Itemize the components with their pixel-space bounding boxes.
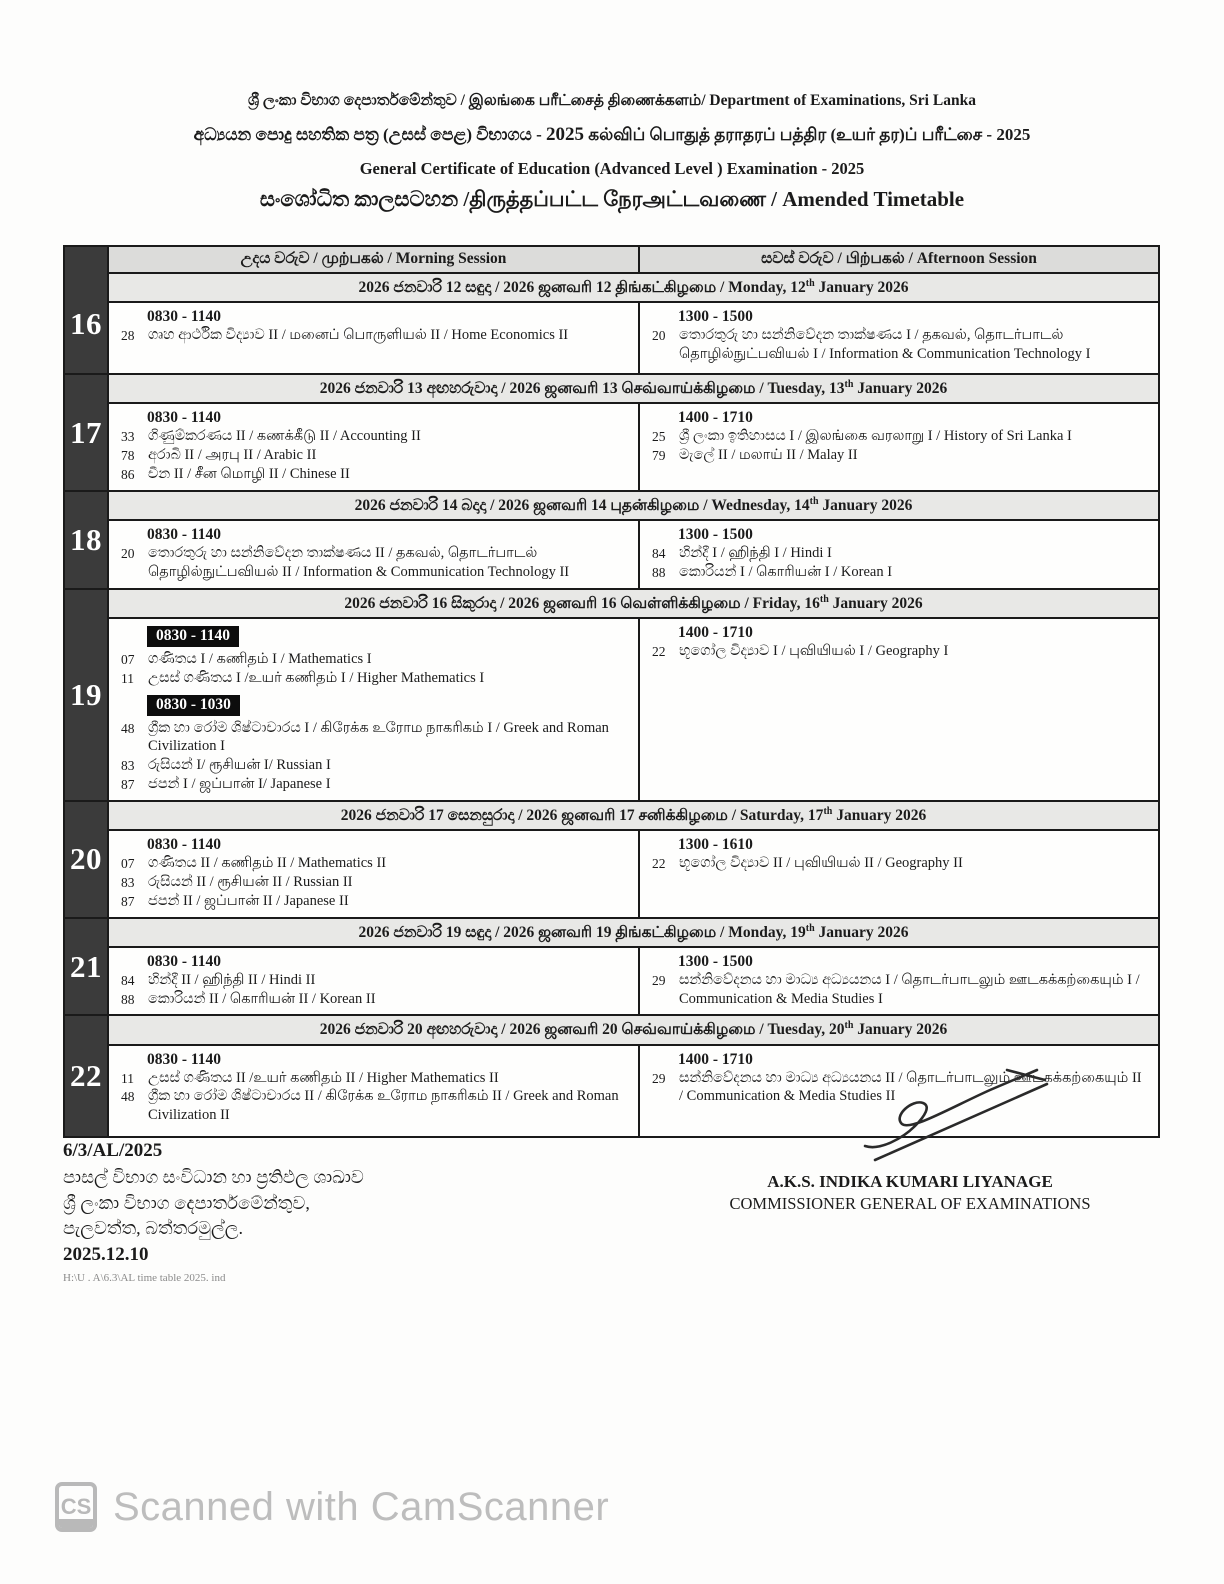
- date-post: January 2026: [814, 279, 909, 297]
- date-post: January 2026: [828, 594, 923, 612]
- subject-code: 22: [652, 856, 666, 872]
- afternoon-cell: [640, 404, 1158, 490]
- subject-row: [121, 1069, 632, 1088]
- subject-list: [652, 642, 1152, 661]
- date-pre: 2026 ජනවාරි 20 අඟහරුවාදා / 2026 ஜனவரி 20 செவ்வாய்க்கிழமை / Tuesday, 20: [319, 1021, 845, 1039]
- subject-code: 87: [121, 893, 135, 909]
- date-sup: th: [844, 1020, 854, 1032]
- subject-row: [652, 427, 1152, 446]
- date-post: January 2026: [832, 807, 927, 825]
- exam-title-sinhala: අධ්‍යයන පොදු සහතික පත්‍ර (උසස් පෙළ) විභාගය -: [193, 125, 546, 144]
- session-time: 0830 - 1140: [147, 626, 239, 647]
- session-time: 1400 - 1710: [678, 623, 753, 641]
- day-content: [109, 590, 1158, 800]
- afternoon-cell: [640, 619, 1158, 800]
- session-time: 1300 - 1500: [678, 308, 753, 326]
- morning-cell: [109, 303, 640, 373]
- subject-code: 48: [121, 720, 135, 736]
- subject-row: [121, 427, 632, 446]
- camscanner-watermark: [55, 1482, 609, 1532]
- subject-title: හින්දී II / ஹிந்தி II / Hindi II: [148, 971, 316, 988]
- subject-row: [121, 756, 632, 775]
- session-time: 0830 - 1140: [147, 409, 222, 427]
- subject-code: 79: [652, 448, 666, 464]
- subject-list: [121, 544, 632, 582]
- branch-name: පාසල් විභාග සංවිධාන හා ප්‍රතිඵල ශාඛාව: [63, 1166, 364, 1187]
- subject-code: 11: [121, 1070, 134, 1086]
- subject-title: තොරතුරු හා සන්නිවේදන තාක්ෂණය I / தகவல், தொடர்பாடல் தொழில்நுட்பவியல் I / Information & Communication Technology I: [679, 327, 1091, 362]
- subject-row: [652, 446, 1152, 465]
- address-line: පැලවත්ත, බත්තරමුල්ල.: [63, 1218, 243, 1239]
- subject-title: ගණිතය II / கணிதம் II / Mathematics II: [148, 855, 387, 872]
- issue-date: 2025.12.10: [63, 1243, 149, 1265]
- signature-icon: [745, 1068, 1075, 1168]
- subject-row: [121, 854, 632, 873]
- subject-row: [121, 650, 632, 669]
- date-pre: 2026 ජනවාරි 16 සිකුරාදා / 2026 ஜனவரி 16 வெள்ளிக்கிழமை / Friday, 16: [344, 594, 820, 612]
- morning-cell: [109, 521, 640, 588]
- exam-title-english: General Certificate of Education (Advanced Level ) Examination - 2025: [359, 159, 865, 178]
- exam-year: 2025: [546, 124, 584, 145]
- day-number-cell: [65, 802, 109, 917]
- subject-code: 88: [652, 564, 666, 580]
- subject-code: 07: [121, 651, 135, 667]
- day-number-cell: [65, 375, 109, 490]
- session-time: 0830 - 1140: [147, 952, 222, 970]
- subject-title: කොරියන් II / கொரியன் II / Korean II: [148, 990, 376, 1007]
- date-sup: th: [805, 278, 815, 289]
- session-time: 0830 - 1140: [147, 308, 222, 326]
- department-name: ශ්‍රී ලංකා විභාග දෙපාර්තමේන්තුව / இலங்கை பரீட்சைத் திணைக்களம்/ Department of Examinations, Sri Lanka: [248, 92, 976, 109]
- camscanner-badge-letters: CS: [60, 1494, 92, 1519]
- session-time: 1400 - 1710: [678, 1050, 753, 1068]
- day-number: 16: [70, 305, 102, 341]
- sessions-row: [109, 404, 1158, 490]
- afternoon-session-header: සවස් වරුව / பிற்பகல் / Afternoon Session: [640, 247, 1158, 274]
- subject-code: 87: [121, 777, 135, 793]
- sessions-row: [109, 831, 1158, 917]
- subject-code: 78: [121, 448, 135, 464]
- subject-list: [652, 971, 1152, 1009]
- timetable: [63, 245, 1160, 1138]
- subject-title: ගණිතය I / கணிதம் I / Mathematics I: [148, 650, 372, 667]
- subject-title: උසස් ගණිතය I /உயர் கணிதம் I / Higher Mathematics I: [148, 669, 485, 686]
- session-time: 1300 - 1610: [678, 836, 753, 854]
- sessions-row: [109, 619, 1158, 800]
- date-band: [109, 802, 1158, 831]
- subject-title: ගිණුම්කරණය II / கணக்கீடு II / Accounting II: [148, 428, 421, 445]
- session-group: [121, 526, 632, 582]
- subject-code: 84: [652, 546, 666, 561]
- day-content: [109, 375, 1158, 490]
- date-sup: th: [823, 805, 833, 817]
- subject-code: 48: [121, 1089, 135, 1105]
- subject-title: තොරතුරු හා සන්නිවේදන තාක්ෂණය II / தகவல், தொடர்பாடல் தொழில்நுட்பவியல் II / Information & Communication Technology II: [148, 545, 570, 580]
- day-number: 20: [70, 841, 102, 877]
- subject-row: [652, 642, 1152, 661]
- subject-title: ජපන් II / ஜப்பான் II / Japanese II: [148, 892, 349, 909]
- day-content: [109, 274, 1158, 373]
- subject-list: [121, 427, 632, 484]
- afternoon-cell: [640, 303, 1158, 373]
- morning-cell: [109, 831, 640, 917]
- day-number: 21: [70, 948, 102, 984]
- timetable-day-row: [65, 375, 1158, 492]
- session-group: [121, 308, 632, 345]
- session-time: 1400 - 1710: [678, 409, 753, 427]
- session-group: [652, 526, 1152, 582]
- subject-code: 33: [121, 429, 135, 445]
- subject-title: සන්නිවේදනය හා මාධ්‍ය අධ්‍යයනය I / தொடர்பாடலும் ஊடகக்கற்கையும் I / Communication & Media Studies I: [679, 971, 1140, 1007]
- afternoon-cell: [640, 831, 1158, 917]
- timetable-day-row: [65, 274, 1158, 375]
- session-time: 0830 - 1140: [147, 526, 222, 543]
- subject-code: 28: [121, 328, 135, 344]
- date-post: January 2026: [853, 1021, 948, 1039]
- session-time: 0830 - 1030: [147, 695, 240, 716]
- day-number: 17: [70, 414, 102, 450]
- subject-title: හින්දී I / ஹிந்தி I / Hindi I: [679, 545, 832, 561]
- subject-row: [121, 775, 632, 794]
- footer-issuer-block: [63, 1138, 364, 1286]
- sessions-row: [109, 948, 1158, 1015]
- subject-code: 29: [652, 972, 666, 988]
- date-sup: th: [809, 495, 819, 507]
- sessions-row: [109, 521, 1158, 588]
- exam-title-tamil: கல்விப் பொதுத் தராதரப் பத்திர (உயர் தர)ப் பரீட்சை - 2025: [584, 125, 1031, 144]
- session-group: [121, 836, 632, 911]
- morning-session-header: උදය වරුව / முற்பகல் / Morning Session: [109, 247, 640, 274]
- amended-timetable-title: සංශෝධිත කාලසටහන /திருத்தப்பட்ட நேரஅட்டவணை / Amended Timetable: [259, 187, 965, 211]
- day-content: [109, 919, 1158, 1015]
- subject-list: [652, 326, 1152, 364]
- subject-row: [121, 326, 632, 345]
- session-group: [652, 953, 1152, 1009]
- subject-code: 88: [121, 991, 135, 1007]
- subject-list: [121, 854, 632, 911]
- subject-code: 07: [121, 856, 135, 872]
- timetable-header-row: [65, 247, 1158, 274]
- session-group: [121, 409, 632, 484]
- date-sup: th: [819, 593, 829, 605]
- subject-title: රුසියන් I/ ரூசியன் I/ Russian I: [148, 757, 331, 774]
- day-content: [109, 802, 1158, 917]
- day-number-cell: [65, 274, 109, 373]
- date-post: January 2026: [814, 923, 909, 941]
- file-path-note: H:\U . A\6.3\AL time table 2025. ind: [63, 1271, 226, 1284]
- subject-code: 20: [652, 328, 666, 344]
- subject-title: අරාබි II / அரபு II / Arabic II: [148, 447, 317, 464]
- date-sup: th: [844, 379, 854, 391]
- subject-code: 83: [121, 874, 135, 890]
- morning-cell: [109, 619, 640, 800]
- camscanner-icon: [55, 1482, 97, 1532]
- date-band: [109, 1016, 1158, 1045]
- session-group: [652, 836, 1152, 873]
- timetable-day-row: [65, 802, 1158, 919]
- subject-row: [121, 669, 632, 688]
- day-number: 19: [70, 676, 102, 712]
- afternoon-cell: [640, 948, 1158, 1015]
- subject-code: 84: [121, 972, 135, 988]
- day-number: 22: [70, 1058, 102, 1094]
- subject-title: රුසියන් II / ரூசியன் II / Russian II: [148, 873, 353, 890]
- subject-row: [121, 971, 632, 990]
- session-group: [121, 1051, 632, 1126]
- subject-list: [121, 1069, 632, 1126]
- timetable-day-row: [65, 492, 1158, 590]
- camscanner-text: Scanned with CamScanner: [113, 1484, 610, 1529]
- subject-title: ග්‍රීක හා රෝම ශිෂ්ටාචාරය II / கிரேக்க உரோம நாகரிகம் II / Greek and Roman Civilization II: [148, 1088, 619, 1124]
- subject-code: 22: [652, 643, 666, 659]
- subject-title: මැලේ II / மலாய் II / Malay II: [679, 447, 858, 464]
- subject-row: [121, 1087, 632, 1125]
- subject-row: [652, 326, 1152, 364]
- subject-title: චීන II / சீன மொழி II / Chinese II: [148, 466, 350, 482]
- signatory-name: A.K.S. INDIKA KUMARI LIYANAGE: [767, 1172, 1053, 1191]
- date-post: January 2026: [853, 380, 948, 398]
- subject-row: [121, 446, 632, 465]
- date-pre: 2026 ජනවාරි 13 අඟහරුවාදා / 2026 ஜனவரி 13 செவ்வாய்க்கிழமை / Tuesday, 13: [319, 380, 845, 398]
- subject-code: 29: [652, 1070, 666, 1086]
- signatory-title: COMMISSIONER GENERAL OF EXAMINATIONS: [729, 1194, 1091, 1213]
- subject-title: උසස් ගණිතය II /உயர் கணிதம் II / Higher Mathematics II: [148, 1069, 499, 1086]
- subject-list: [652, 854, 1152, 873]
- subject-list: [652, 427, 1152, 465]
- day-column-header-spacer: [65, 247, 109, 274]
- day-content: [109, 492, 1158, 588]
- exam-title-trilingual: [0, 124, 1224, 147]
- reference-number: 6/3/AL/2025: [63, 1140, 163, 1161]
- date-pre: 2026 ජනවාරි 14 බදාදා / 2026 ஜனவரி 14 புதன்கிழமை / Wednesday, 14: [354, 497, 810, 514]
- subject-row: [652, 854, 1152, 873]
- morning-cell: [109, 948, 640, 1015]
- subject-row: [121, 873, 632, 892]
- subject-row: [652, 544, 1152, 563]
- subject-title: සන්නිවේදනය හා මාධ්‍ය අධ්‍යයනය II / தொடர்பாடலும் ஊடகக்கற்கையும் II / Communication & Media Studies II: [679, 1069, 1142, 1105]
- session-group: [121, 624, 632, 688]
- subject-row: [121, 892, 632, 911]
- timetable-day-row: [65, 590, 1158, 802]
- date-band: [109, 375, 1158, 404]
- subject-title: ග්‍රීක හා රෝම ශිෂ්ටාචාරය I / கிரேக்க உரோம நாகரிகம் I / Greek and Roman Civilization I: [148, 719, 609, 755]
- subject-code: 20: [121, 546, 135, 561]
- subject-list: [121, 326, 632, 345]
- day-number-cell: [65, 492, 109, 588]
- subject-title: ශ්‍රී ලංකා ඉතිහාසය I / இலங்கை வரலாறு I / History of Sri Lanka I: [679, 428, 1072, 445]
- morning-cell: [109, 404, 640, 490]
- subject-list: [121, 719, 632, 794]
- subject-row: [121, 719, 632, 757]
- subject-row: [121, 465, 632, 484]
- date-band: [109, 919, 1158, 948]
- day-number-cell: [65, 1016, 109, 1135]
- session-time: 1300 - 1500: [678, 526, 753, 543]
- morning-cell: [109, 1046, 640, 1136]
- date-pre: 2026 ජනවාරි 17 සෙනසුරාදා / 2026 ஜனவரி 17 சனிக்கிழமை / Saturday, 17: [340, 807, 824, 825]
- session-group: [121, 693, 632, 794]
- subject-title: ගෘහ ආර්ථික විද්‍යාව II / மனைப் பொருளியல் II / Home Economics II: [148, 327, 569, 344]
- session-time: 1300 - 1500: [678, 952, 753, 970]
- day-number-cell: [65, 590, 109, 800]
- date-pre: 2026 ජනවාරි 19 සඳුදා / 2026 ஜனவரி 19 திங்கட்கிழமை / Monday, 19: [358, 923, 806, 941]
- subject-list: [121, 971, 632, 1009]
- subject-title: කොරියන් I / கொரியன் I / Korean I: [679, 563, 893, 580]
- subject-code: 86: [121, 467, 135, 482]
- sessions-row: [109, 303, 1158, 373]
- session-group: [121, 953, 632, 1009]
- afternoon-cell: [640, 521, 1158, 588]
- subject-row: [652, 563, 1152, 582]
- session-group: [652, 409, 1152, 465]
- date-pre: 2026 ජනවාරි 12 සඳුදා / 2026 ஜனவரி 12 திங்கட்கிழமை / Monday, 12: [358, 279, 806, 297]
- subject-code: 11: [121, 670, 134, 686]
- timetable-days: [65, 274, 1158, 1136]
- day-number-cell: [65, 919, 109, 1015]
- session-time: 0830 - 1140: [147, 1050, 222, 1068]
- subject-title: භූගෝල විද්‍යාව I / புவியியல் I / Geography I: [679, 642, 949, 659]
- date-sup: th: [805, 922, 815, 934]
- subject-code: 83: [121, 758, 135, 774]
- date-band: [109, 274, 1158, 303]
- subject-list: [652, 544, 1152, 582]
- subject-code: 25: [652, 429, 666, 445]
- session-group: [652, 308, 1152, 364]
- subject-title: භූගෝල විද්‍යාව II / புவியியல் II / Geography II: [679, 855, 963, 872]
- date-post: January 2026: [818, 497, 913, 514]
- date-band: [109, 590, 1158, 619]
- document-header: [0, 92, 1224, 214]
- session-time: 0830 - 1140: [147, 836, 222, 854]
- subject-list: [121, 650, 632, 688]
- timetable-day-row: [65, 919, 1158, 1017]
- session-group: [652, 624, 1152, 661]
- subject-row: [121, 544, 632, 582]
- subject-row: [121, 990, 632, 1009]
- date-band: [109, 492, 1158, 521]
- subject-row: [652, 971, 1152, 1009]
- department-line: ශ්‍රී ලංකා විභාග දෙපාර්තමේන්තුව,: [63, 1192, 310, 1213]
- day-number: 18: [70, 521, 102, 557]
- subject-title: ජපන් I / ஜப்பான் I/ Japanese I: [148, 776, 331, 793]
- signature-block: [700, 1068, 1120, 1214]
